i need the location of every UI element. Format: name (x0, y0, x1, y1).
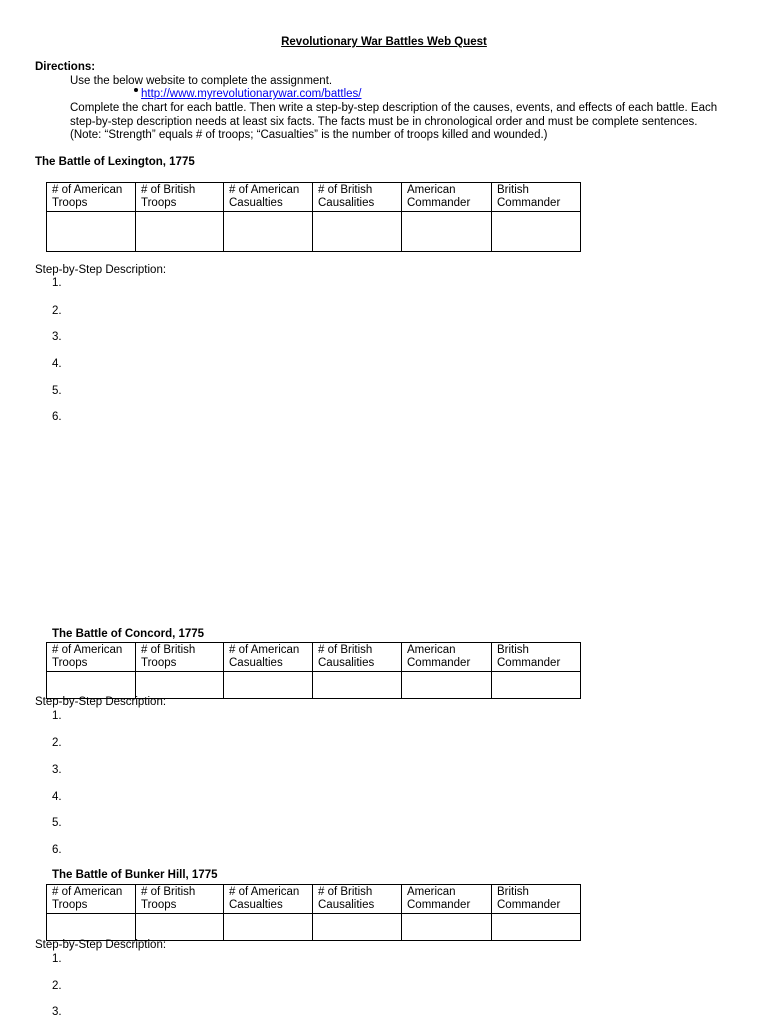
header-american-troops: # of American Troops (47, 643, 136, 672)
header-american-commander: American Commander (402, 885, 492, 914)
answer-cell[interactable] (47, 672, 136, 699)
header-american-commander: American Commander (402, 183, 492, 212)
answer-cell[interactable] (224, 672, 313, 699)
step-number: 2. (52, 305, 62, 317)
answer-cell[interactable] (47, 914, 136, 941)
header-british-troops: # of British Troops (136, 643, 224, 672)
page-title: Revolutionary War Battles Web Quest (281, 36, 487, 48)
answer-cell[interactable] (402, 914, 492, 941)
battle-heading-bunker-hill: The Battle of Bunker Hill, 1775 (52, 869, 218, 881)
answer-cell[interactable] (313, 212, 402, 252)
header-british-casualties: # of British Causalities (313, 183, 402, 212)
step-number: 6. (52, 844, 62, 856)
directions-heading: Directions: (35, 61, 96, 73)
directions-line-3: step-by-step description needs at least six facts. The facts must be in chronological order and must be complete sentences. (70, 116, 698, 128)
answer-cell[interactable] (136, 212, 224, 252)
header-british-casualties: # of British Causalities (313, 885, 402, 914)
step-description-label: Step-by-Step Description: (35, 939, 167, 951)
header-british-troops: # of British Troops (136, 183, 224, 212)
battle-heading-lexington: The Battle of Lexington, 1775 (35, 156, 195, 168)
step-number: 4. (52, 791, 62, 803)
header-british-casualties: # of British Causalities (313, 643, 402, 672)
header-british-commander: British Commander (492, 885, 581, 914)
answer-cell[interactable] (492, 212, 581, 252)
answer-cell[interactable] (136, 672, 224, 699)
header-american-casualties: # of American Casualties (224, 885, 313, 914)
battle-chart-lexington (46, 182, 581, 252)
step-number: 6. (52, 411, 62, 423)
battle-chart-bunker-hill (46, 884, 581, 941)
step-number: 1. (52, 953, 62, 965)
step-description-label: Step-by-Step Description: (35, 696, 167, 708)
step-number: 3. (52, 331, 62, 343)
answer-cell[interactable] (224, 212, 313, 252)
step-number: 3. (52, 1006, 62, 1018)
step-number: 3. (52, 764, 62, 776)
step-number: 2. (52, 737, 62, 749)
step-number: 5. (52, 817, 62, 829)
header-british-troops: # of British Troops (136, 885, 224, 914)
directions-line-1: Use the below website to complete the assignment. (70, 75, 333, 87)
step-description-label: Step-by-Step Description: (35, 264, 167, 276)
website-link[interactable]: http://www.myrevolutionarywar.com/battles/ (141, 88, 362, 100)
step-number: 1. (52, 710, 62, 722)
header-american-troops: # of American Troops (47, 183, 136, 212)
answer-cell[interactable] (313, 914, 402, 941)
header-british-commander: British Commander (492, 643, 581, 672)
header-american-troops: # of American Troops (47, 885, 136, 914)
answer-cell[interactable] (492, 914, 581, 941)
step-number: 1. (52, 277, 62, 289)
directions-line-4: (Note: “Strength” equals # of troops; “Casualties” is the number of troops killed and wounded.) (70, 129, 548, 141)
header-american-casualties: # of American Casualties (224, 183, 313, 212)
header-british-commander: British Commander (492, 183, 581, 212)
step-number: 4. (52, 358, 62, 370)
bullet-icon (134, 88, 138, 92)
answer-cell[interactable] (136, 914, 224, 941)
answer-cell[interactable] (313, 672, 402, 699)
battle-chart-concord (46, 642, 581, 699)
answer-cell[interactable] (402, 672, 492, 699)
step-number: 2. (52, 980, 62, 992)
header-american-casualties: # of American Casualties (224, 643, 313, 672)
battle-heading-concord: The Battle of Concord, 1775 (52, 628, 205, 640)
header-american-commander: American Commander (402, 643, 492, 672)
answer-cell[interactable] (224, 914, 313, 941)
directions-line-2: Complete the chart for each battle. Then write a step-by-step description of the causes, events, and effects of each battle. Each (70, 102, 718, 114)
answer-cell[interactable] (402, 212, 492, 252)
answer-cell[interactable] (47, 212, 136, 252)
answer-cell[interactable] (492, 672, 581, 699)
step-number: 5. (52, 385, 62, 397)
